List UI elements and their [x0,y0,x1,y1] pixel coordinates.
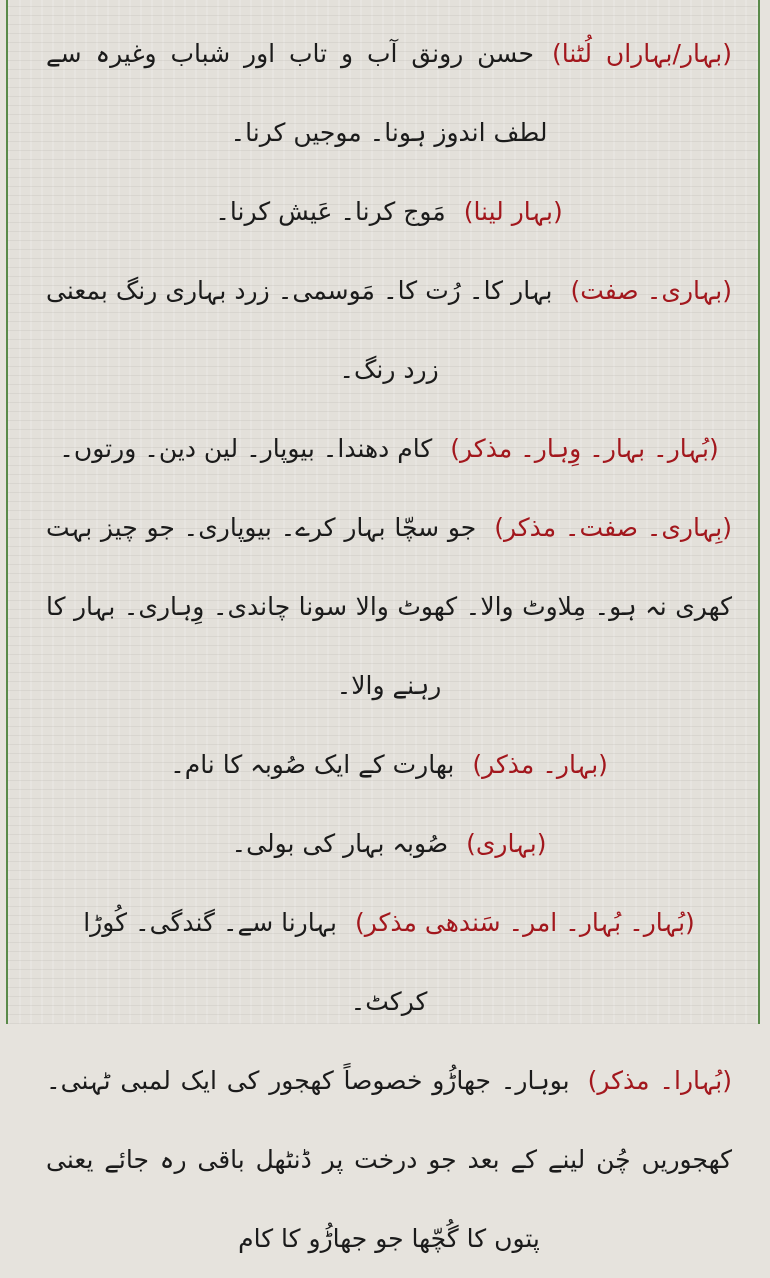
entry-headword: (بہار لینا) [463,197,563,226]
entry-definition: حسن رونق آب و تاب اور شباب وغیرہ سے لطف اندوز ہونا۔ موجیں کرنا۔ [46,39,548,147]
dictionary-entry [46,251,732,409]
entry-definition: کام دھندا۔ بیوپار۔ لین دین۔ ورتوں۔ [59,434,433,463]
entry-definition: مَوج کرنا۔ عَیش کرنا۔ [215,197,446,226]
dictionary-entry [46,804,732,883]
dictionary-entry [46,409,732,488]
dictionary-entry [46,725,732,804]
entry-definition: جو سچّا بہار کرے۔ بیوپاری۔ جو چیز بہت کھری نہ ہو۔ مِلاوٹ والا۔ کھوٹ والا سونا چاندی۔ وِہاری۔ بہار کا رہنے والا۔ [46,513,732,700]
entry-headword: (بہاری) [466,829,547,858]
dictionary-entry [46,883,732,1041]
entry-headword: (بِہاری۔ صفت۔ مذکر) [494,513,732,542]
entry-definition: بہار کا۔ رُت کا۔ مَوسمی۔ زرد بہاری رنگ بمعنی زرد رنگ۔ [46,276,553,384]
dictionary-entry [46,14,732,172]
entry-headword: (بُہارا۔ مذکر) [587,1066,732,1095]
entry-headword: (بہار/بہاراں لُٹنا) [551,39,732,68]
entry-definition: بھارت کے ایک صُوبہ کا نام۔ [170,750,455,779]
entry-definition: صُوبہ بہار کی بولی۔ [231,829,449,858]
dictionary-page [6,0,760,1253]
entry-headword: (بُہار۔ بُہار۔ امر۔ سَندھی مذکر) [354,908,695,937]
dictionary-entry [46,1041,732,1278]
entry-headword: (بہار۔ مذکر) [472,750,608,779]
entry-definition: بہارنا سے۔ گندگی۔ کُوڑا کرکٹ۔ [83,908,428,1016]
entry-definition: بوہار۔ جھاڑُو خصوصاً کھجور کی ایک لمبی ٹہنی۔ کھجوریں چُن لینے کے بعد جو درخت پر ڈنٹھل باقی رہ جائے یعنی پتوں کا گُچّھا جو جھاڑُو کا کام [46,1066,732,1253]
dictionary-entry [46,488,732,725]
entry-list [46,14,732,1278]
entry-headword: (بُہار۔ بہار۔ وِہار۔ مذکر) [450,434,719,463]
entry-headword: (بہاری۔ صفت) [570,276,732,305]
dictionary-entry [46,172,732,251]
